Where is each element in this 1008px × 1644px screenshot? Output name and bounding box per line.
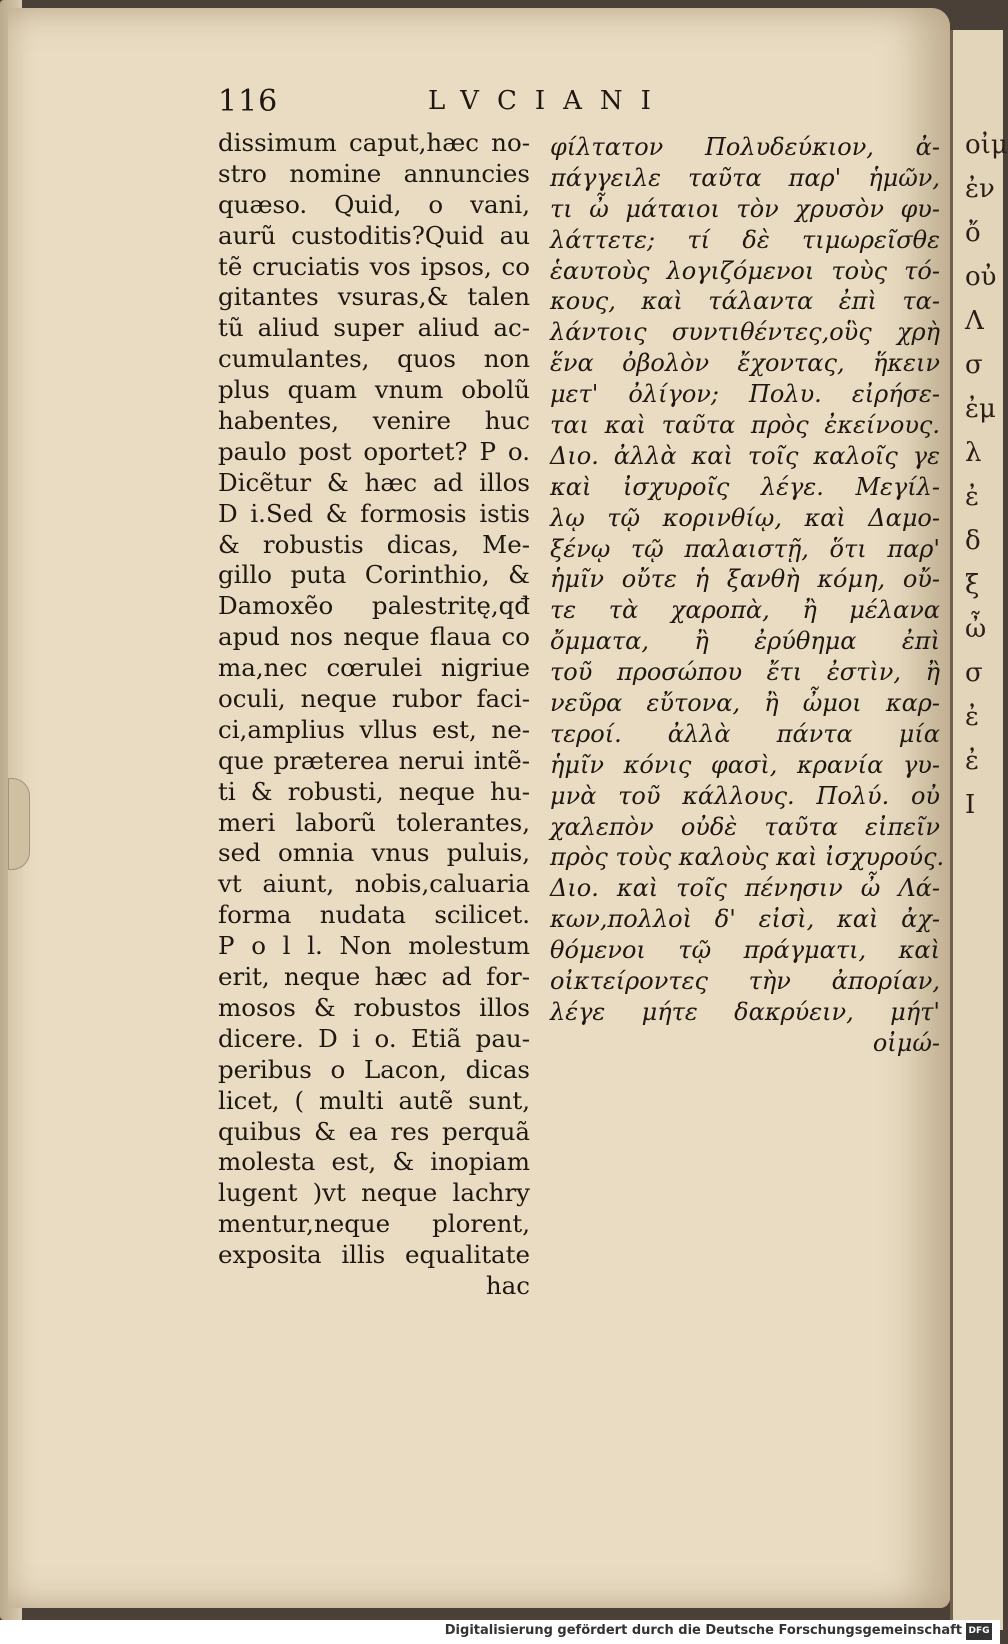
latin-text-line: gillo puta Corinthio, & [218, 560, 530, 590]
latin-text-line: Dicẽtur & hæc ad illos [218, 467, 530, 497]
greek-text-line: ὄμματα, ἢ ἐρύθημα ἐπὶ [550, 627, 940, 656]
latin-text-line: vt aiunt, nobis,caluaria [218, 869, 530, 899]
latin-text-line: D i.Sed & formosis istis [218, 498, 530, 528]
latin-text-line: hac [485, 1270, 530, 1300]
next-page-fragment: ἐ [965, 702, 979, 732]
right-page-fragment [950, 30, 1008, 1630]
latin-text-line: dissimum caput,hæc no- [218, 128, 530, 157]
latin-text-line: ma,nec cœrulei nigriue [218, 653, 530, 683]
next-page-fragment: σ [965, 350, 983, 380]
greek-text-line: κους, καὶ τάλαντα ἐπὶ τα- [550, 287, 940, 316]
latin-text-line: sed omnia vnus puluis, [218, 838, 530, 868]
latin-text-line: erit, neque hæc ad for- [218, 962, 530, 992]
greek-text-line: Διο. ἀλλὰ καὶ τοῖς καλοῖς γε [550, 441, 940, 470]
latin-text-line: que præterea nerui intẽ- [218, 745, 530, 775]
greek-text-line: Διο. καὶ τοῖς πένησιν ὦ Λά- [550, 874, 940, 903]
latin-column [218, 128, 530, 1302]
greek-text-line: πάγγειλε ταῦτα παρ' ἡμῶν, [550, 163, 940, 192]
greek-text-line: ἡμῖν οὔτε ἡ ξανθὴ κόμη, οὔ- [550, 565, 940, 594]
next-page-fragment: λ [965, 438, 982, 468]
page-number: 116 [218, 84, 279, 119]
greek-text-line: χαλεπὸν οὐδὲ ταῦτα εἰπεῖν [550, 812, 940, 841]
greek-text-line: τοῦ προσώπου ἔτι ἐστὶν, ἢ [550, 658, 940, 687]
greek-text-line: οἰμώ- [872, 1028, 940, 1057]
latin-text-line: Damoxẽo palestritę,qđ [218, 591, 530, 621]
next-page-fragment: Ι [965, 790, 976, 820]
greek-text-line: ἑαυτοὺς λογιζόμενοι τοὺς τό- [550, 256, 940, 285]
greek-text-line: ἡμῖν κόνις φασὶ, κρανία γυ- [550, 750, 940, 779]
latin-text-line: paulo post oportet? P o. [218, 436, 530, 466]
latin-text-line: exposita illis equalitate [218, 1240, 530, 1270]
latin-text-line: quibus & ea res perquã [218, 1116, 530, 1146]
greek-text-line: πρὸς τοὺς καλοὺς καὶ ἰσχυρούς. [550, 843, 945, 872]
greek-column [550, 132, 945, 1059]
latin-text-line: aurũ custoditis?Quid au [218, 220, 530, 250]
latin-text-line: lugent )vt neque lachry [218, 1178, 530, 1208]
latin-text-line: P o l l. Non molestum [218, 931, 530, 961]
greek-text-line: νεῦρα εὔτονα, ἢ ὦμοι καρ- [550, 689, 940, 718]
greek-text-line: κων,πολλοὶ δ' εἰσὶ, καὶ ἀχ- [550, 905, 940, 934]
latin-text-line: meri laborũ tolerantes, [218, 807, 530, 837]
latin-text-line: molesta est, & inopiam [218, 1147, 530, 1177]
next-page-fragment: δ [965, 526, 981, 556]
latin-text-line: dicere. D i o. Etiã pau- [218, 1023, 530, 1053]
next-page-fragment: οἰμ [965, 130, 1008, 160]
next-page-fragment: ὄ [965, 218, 981, 248]
footer-credit: Digitalisierung gefördert durch die Deutsche Forschungsgemeinschaft [444, 1623, 962, 1638]
latin-text-line: cumulantes, quos non [218, 344, 530, 374]
greek-text-line: ται καὶ ταῦτα πρὸς ἐκείνους. [550, 411, 940, 440]
running-title: LVCIANI [428, 86, 669, 116]
next-page-fragment: οὐ [965, 262, 997, 292]
greek-text-line: μετ' ὀλίγον; Πολυ. εἰρήσε- [550, 380, 940, 409]
greek-text-line: λάττετε; τί δὲ τιμωρεῖσθε [550, 225, 940, 254]
latin-text-line: oculi, neque rubor faci- [218, 684, 530, 714]
greek-text-line: λῳ τῷ κορινθίῳ, καὶ Δαμο- [550, 503, 940, 532]
next-page-fragment: ἐν [965, 174, 995, 204]
latin-text-line: mosos & robustos illos [218, 992, 530, 1022]
latin-text-line: licet, ( multi autẽ sunt, [218, 1085, 530, 1115]
latin-text-line: habentes, venire huc [218, 406, 530, 436]
latin-text-line: apud nos neque flaua co [218, 622, 530, 652]
latin-text-line: ti & robusti, neque hu- [218, 776, 530, 806]
latin-text-line: stro nomine annuncies [218, 158, 530, 188]
next-page-fragment: ἐμ [965, 394, 996, 424]
next-page-fragment: ἐ [965, 746, 979, 776]
greek-text-line: ἕνα ὀβολὸν ἔχοντας, ἥκειν [550, 349, 940, 378]
latin-text-line: ci,amplius vllus est, ne- [218, 714, 530, 744]
latin-text-line: tẽ cruciatis vos ipsos, co [218, 251, 530, 281]
greek-text-line: ξένῳ τῷ παλαιστῇ, ὅτι παρ' [550, 534, 940, 563]
greek-text-line: καὶ ἰσχυροῖς λέγε. Μεγίλ- [550, 472, 940, 501]
latin-text-line: forma nudata scilicet. [218, 900, 530, 930]
next-page-fragment: Λ [965, 306, 984, 336]
latin-text-line: plus quam vnum obolũ [218, 375, 530, 405]
greek-text-line: οἰκτείροντες τὴν ἀπορίαν, [550, 967, 940, 996]
next-page-fragment: σ [965, 658, 983, 688]
latin-text-line: peribus o Lacon, dicas [218, 1054, 530, 1084]
greek-text-line: τι ὦ μάταιοι τὸν χρυσὸν φυ- [550, 194, 940, 223]
next-page-fragment: ἐ [965, 482, 979, 512]
latin-text-line: mentur,neque plorent, [218, 1209, 530, 1239]
greek-text-line: φίλτατον Πολυδεύκιον, ἀ- [550, 133, 940, 161]
greek-text-line: τε τὰ χαροπὰ, ἢ μέλανα [550, 596, 940, 625]
greek-text-line: λέγε μήτε δακρύειν, μήτ' [550, 997, 940, 1026]
page-header [218, 84, 738, 124]
latin-text-line: gitantes vsuras,& talen [218, 282, 530, 312]
next-page-fragment: ὦ [965, 614, 987, 644]
digitization-footer [0, 1620, 1000, 1644]
greek-text-line: μνὰ τοῦ κάλλους. Πολύ. οὐ [550, 781, 940, 810]
greek-text-line: τεροί. ἀλλὰ πάντα μία [550, 719, 940, 748]
greek-text-line: λάντοις συντιθέντες,οὓς χρὴ [550, 318, 940, 347]
latin-text-line: tũ aliud super aliud ac- [218, 313, 530, 343]
latin-text-line: quæso. Quid, o vani, [218, 189, 530, 219]
next-page-fragment: ξ [965, 570, 980, 600]
dfg-logo: DFG [966, 1623, 992, 1640]
latin-text-line: & robustis dicas, Me- [218, 529, 530, 559]
page-tab [8, 778, 30, 870]
greek-text-line: θόμενοι τῷ πράγματι, καὶ [550, 936, 940, 965]
